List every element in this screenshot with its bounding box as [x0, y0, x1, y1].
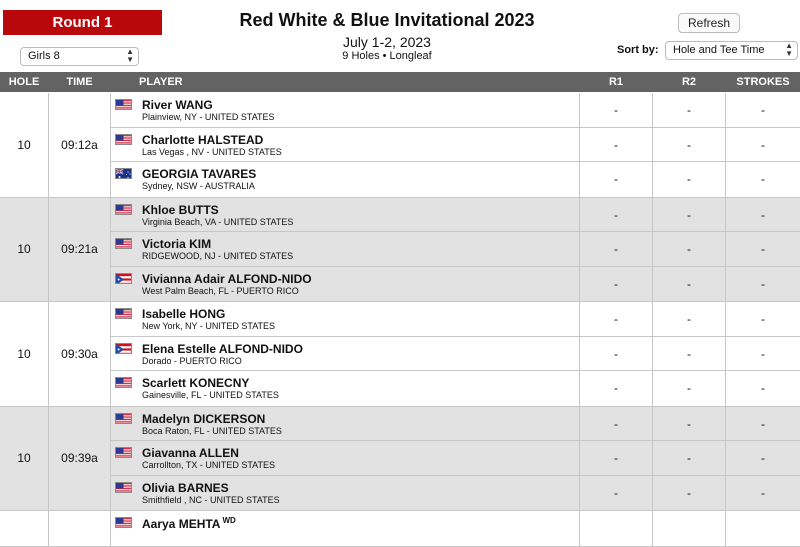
r1-score: -	[614, 242, 618, 256]
r2-score: -	[687, 276, 691, 291]
player-location: Smithfield , NC - UNITED STATES	[142, 494, 280, 505]
refresh-button[interactable]: Refresh	[678, 13, 740, 33]
player-name-text: River WANG	[142, 98, 213, 112]
r1-score: -	[614, 276, 618, 291]
table-row[interactable]	[111, 476, 800, 511]
player-location: Carrollton, TX - UNITED STATES	[142, 460, 276, 470]
player-location: Boca Raton, FL - UNITED STATES	[142, 425, 282, 436]
player-location: Las Vegas , NV - UNITED STATES	[142, 146, 282, 157]
r1-score: -	[614, 207, 618, 222]
total-strokes: -	[761, 276, 765, 291]
column-header-strokes[interactable]: STROKES	[736, 76, 790, 88]
player-name[interactable]	[142, 237, 211, 251]
sort-label: Sort by:	[617, 44, 659, 56]
hole-cell: 10	[17, 346, 31, 361]
table-row[interactable]	[111, 511, 800, 546]
player-name-text: GEORGIA TAVARES	[142, 167, 257, 181]
us-flag-icon	[115, 238, 132, 249]
r1-score: -	[614, 381, 618, 395]
r1-score: -	[614, 103, 618, 117]
table-row[interactable]	[111, 267, 800, 302]
player-name[interactable]	[142, 446, 239, 460]
us-flag-icon	[115, 447, 132, 458]
table-header	[0, 72, 800, 92]
event-details: 9 Holes • Longleaf	[342, 50, 432, 62]
r1-score: -	[614, 137, 618, 152]
total-strokes: -	[761, 172, 765, 186]
us-flag-icon	[115, 413, 132, 424]
r2-score: -	[687, 485, 691, 500]
total-strokes: -	[761, 242, 765, 256]
player-name[interactable]	[142, 412, 265, 426]
status-badge: WD	[222, 516, 236, 525]
player-location: Virginia Beach, VA - UNITED STATES	[142, 216, 294, 227]
hole-cell: 10	[17, 242, 31, 257]
player-name-text: Vivianna Adair ALFOND-NIDO	[142, 271, 312, 286]
player-name[interactable]	[142, 203, 219, 217]
r2-score	[653, 511, 725, 545]
total-strokes: -	[761, 137, 765, 152]
column-header-player[interactable]: PLAYER	[139, 76, 183, 88]
player-name[interactable]	[142, 307, 225, 321]
division-select-value: Girls 8	[28, 50, 60, 62]
player-name[interactable]	[142, 516, 236, 531]
player-name-text: Aarya MEHTA	[142, 517, 221, 531]
tee-time-cell: 09:39a	[61, 451, 98, 466]
r2-score: -	[687, 312, 691, 326]
player-location: Sydney, NSW - AUSTRALIA	[142, 181, 255, 191]
player-location: New York, NY - UNITED STATES	[142, 321, 276, 331]
player-name-text: Madelyn DICKERSON	[142, 411, 266, 426]
tee-time-cell: 09:30a	[61, 346, 98, 361]
tee-time-group	[0, 407, 800, 512]
player-name-text: Isabelle HONG	[142, 307, 226, 321]
tee-time-group	[0, 93, 800, 198]
r1-score: -	[614, 346, 618, 361]
total-strokes: -	[761, 416, 765, 431]
total-strokes: -	[761, 346, 765, 361]
au-flag-icon	[115, 168, 132, 179]
player-name[interactable]	[142, 167, 256, 181]
player-name-text: Victoria KIM	[142, 237, 212, 251]
player-location: Plainview, NY - UNITED STATES	[142, 112, 275, 122]
player-name-text: Giavanna ALLEN	[142, 446, 239, 460]
us-flag-icon	[115, 377, 132, 388]
player-name-text: Charlotte HALSTEAD	[142, 132, 264, 147]
us-flag-icon	[115, 204, 132, 215]
r1-score: -	[614, 312, 618, 326]
player-name[interactable]	[142, 272, 312, 286]
table-row[interactable]	[111, 441, 800, 476]
select-chevron-icon: ▲ ▼	[126, 47, 134, 64]
r1-score: -	[614, 172, 618, 186]
hole-cell: 10	[17, 137, 31, 152]
sort-select-value: Hole and Tee Time	[673, 44, 765, 56]
us-flag-icon	[115, 517, 132, 528]
column-header-r1[interactable]: R1	[608, 76, 624, 88]
page-title: Red White & Blue Invitational 2023	[239, 10, 535, 30]
round-badge[interactable]: Round 1	[3, 10, 162, 35]
pr-flag-icon	[115, 273, 132, 284]
table-row[interactable]	[111, 302, 800, 337]
table-row[interactable]	[111, 93, 800, 128]
tee-time-group	[0, 302, 800, 407]
r1-score: -	[614, 451, 618, 465]
total-strokes: -	[761, 485, 765, 500]
player-location: Gainesville, FL - UNITED STATES	[142, 390, 279, 400]
table-row[interactable]	[111, 162, 800, 197]
player-name-text: Olivia BARNES	[142, 480, 229, 495]
pr-flag-icon	[115, 343, 132, 354]
tee-time-cell: 09:21a	[61, 242, 98, 257]
r1-score: -	[614, 416, 618, 431]
r2-score: -	[687, 207, 691, 222]
us-flag-icon	[115, 134, 132, 145]
r2-score: -	[687, 242, 691, 256]
total-strokes: -	[761, 312, 765, 326]
player-location: West Palm Beach, FL - PUERTO RICO	[142, 285, 299, 296]
us-flag-icon	[115, 482, 132, 493]
division-select[interactable]	[20, 47, 139, 66]
tee-time-cell	[49, 511, 110, 546]
table-row[interactable]	[111, 198, 800, 233]
table-row[interactable]	[111, 371, 800, 406]
player-name[interactable]	[142, 376, 249, 390]
r2-score: -	[687, 346, 691, 361]
table-row[interactable]	[111, 407, 800, 442]
r2-score: -	[687, 103, 691, 117]
total-strokes: -	[761, 381, 765, 395]
table-row[interactable]	[111, 337, 800, 372]
hole-cell	[0, 511, 48, 546]
total-strokes: -	[761, 207, 765, 222]
player-location: RIDGEWOOD, NJ - UNITED STATES	[142, 251, 294, 261]
us-flag-icon	[115, 99, 132, 110]
page-header	[0, 0, 800, 72]
r2-score: -	[687, 451, 691, 465]
player-name-text: Khloe BUTTS	[142, 202, 219, 217]
r2-score: -	[687, 381, 691, 395]
r2-score: -	[687, 137, 691, 152]
hole-cell: 10	[17, 451, 31, 466]
player-name[interactable]	[142, 481, 229, 495]
r1-score: -	[614, 485, 618, 500]
select-chevron-icon: ▲ ▼	[785, 41, 793, 58]
player-name[interactable]	[142, 342, 303, 356]
r2-score: -	[687, 416, 691, 431]
player-name[interactable]	[142, 133, 263, 147]
player-name[interactable]	[142, 98, 213, 112]
column-header-r2[interactable]: R2	[681, 76, 697, 88]
column-header-hole[interactable]: HOLE	[8, 76, 40, 88]
total-strokes: -	[761, 103, 765, 117]
event-dates: July 1-2, 2023	[343, 34, 431, 50]
tee-time-cell: 09:12a	[61, 137, 98, 152]
player-location: Dorado - PUERTO RICO	[142, 355, 242, 366]
tee-time-group	[0, 198, 800, 303]
tee-time-group	[0, 511, 800, 547]
player-name-text: Scarlett KONECNY	[142, 376, 250, 390]
total-strokes	[726, 511, 800, 545]
us-flag-icon	[115, 308, 132, 319]
total-strokes: -	[761, 451, 765, 465]
table-row[interactable]	[111, 232, 800, 267]
r2-score: -	[687, 172, 691, 186]
column-header-time[interactable]: TIME	[66, 76, 93, 88]
r1-score	[580, 511, 652, 545]
sort-select[interactable]	[665, 41, 798, 60]
player-name-text: Elena Estelle ALFOND-NIDO	[142, 341, 303, 356]
table-row[interactable]	[111, 128, 800, 163]
